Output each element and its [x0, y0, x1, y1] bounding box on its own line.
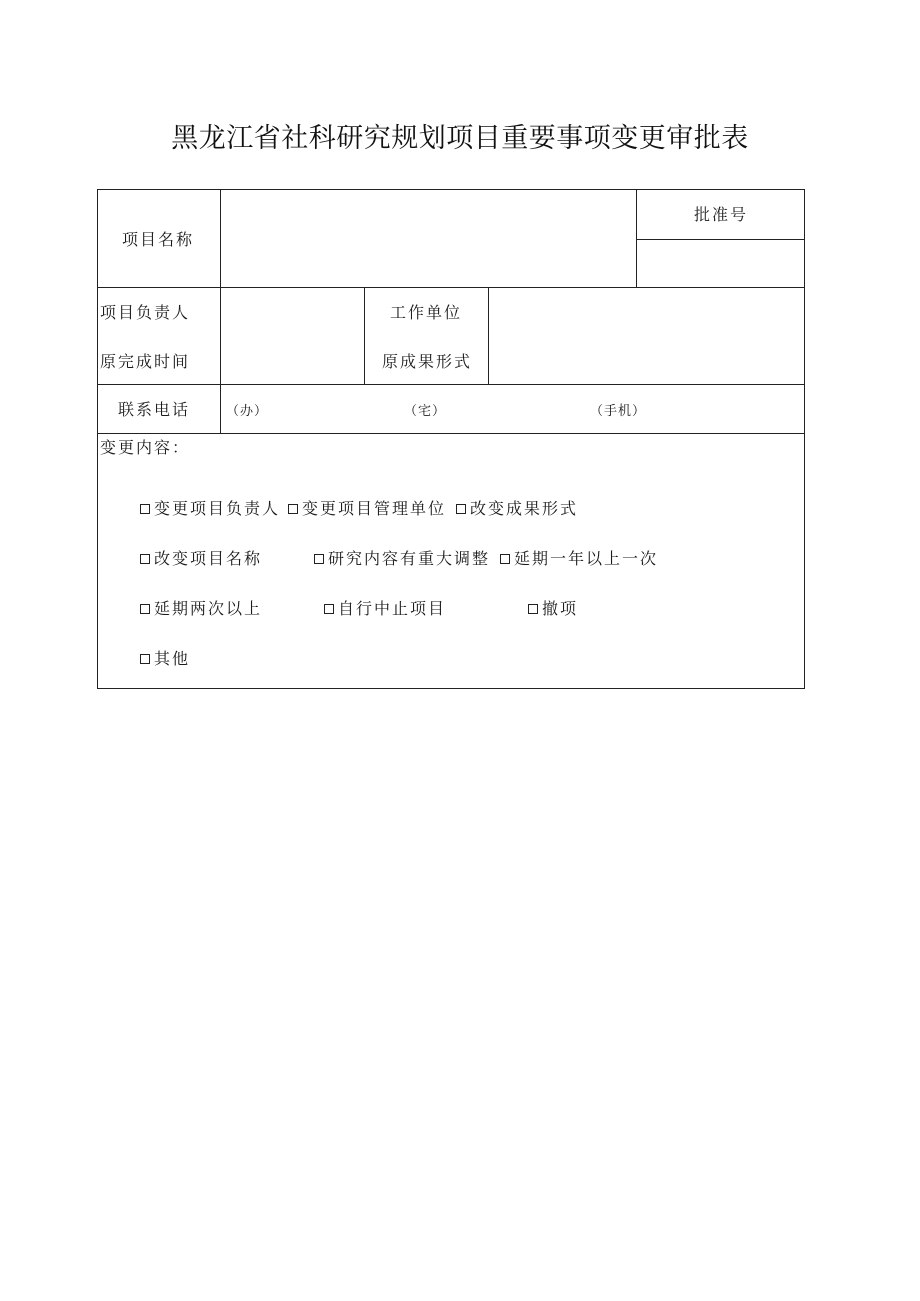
unit-label-divider	[488, 287, 489, 384]
checkbox-icon[interactable]	[140, 554, 150, 564]
checkbox-icon[interactable]	[528, 604, 538, 614]
checkbox-icon[interactable]	[140, 654, 150, 664]
approval-column-divider	[636, 190, 637, 287]
phone-mobile-label[interactable]: （手机）	[590, 404, 647, 419]
option-other[interactable]: 其他	[140, 649, 190, 669]
checkbox-icon[interactable]	[324, 604, 334, 614]
row-divider-2	[98, 384, 804, 385]
checkbox-icon[interactable]	[140, 604, 150, 614]
option-withdraw-project[interactable]: 撤项	[528, 599, 578, 619]
option-extend-over-one-year[interactable]: 延期一年以上一次	[500, 549, 658, 569]
option-major-content-adjustment[interactable]: 研究内容有重大调整	[314, 549, 490, 569]
change-content-label: 变更内容：	[100, 438, 191, 457]
original-result-form-label: 原成果形式	[382, 352, 473, 371]
row-divider-1	[98, 287, 804, 288]
option-extend-twice[interactable]: 延期两次以上	[140, 599, 262, 619]
checkbox-icon[interactable]	[314, 554, 324, 564]
form-title: 黑龙江省社科研究规划项目重要事项变更审批表	[171, 123, 749, 154]
label-column-divider	[220, 190, 221, 433]
row-divider-3	[98, 433, 804, 434]
option-change-project-name[interactable]: 改变项目名称	[140, 549, 262, 569]
approval-form-table	[97, 189, 805, 689]
work-unit-label: 工作单位	[390, 303, 463, 322]
original-completion-time-label: 原完成时间	[100, 352, 191, 371]
checkbox-icon[interactable]	[140, 504, 150, 514]
leader-value-divider	[364, 287, 365, 384]
approval-number-divider	[636, 239, 804, 240]
checkbox-icon[interactable]	[456, 504, 466, 514]
option-self-terminate[interactable]: 自行中止项目	[324, 599, 446, 619]
checkbox-icon[interactable]	[500, 554, 510, 564]
project-name-label: 项目名称	[122, 230, 195, 249]
option-change-result-form[interactable]: 改变成果形式	[456, 499, 578, 519]
phone-office-label[interactable]: （办）	[226, 404, 269, 419]
approval-number-label: 批准号	[694, 205, 749, 224]
option-change-leader[interactable]: 变更项目负责人	[140, 499, 280, 519]
project-leader-label: 项目负责人	[100, 303, 191, 322]
phone-home-label[interactable]: （宅）	[404, 404, 447, 419]
option-change-management-unit[interactable]: 变更项目管理单位	[288, 499, 446, 519]
contact-phone-label: 联系电话	[118, 400, 191, 419]
checkbox-icon[interactable]	[288, 504, 298, 514]
